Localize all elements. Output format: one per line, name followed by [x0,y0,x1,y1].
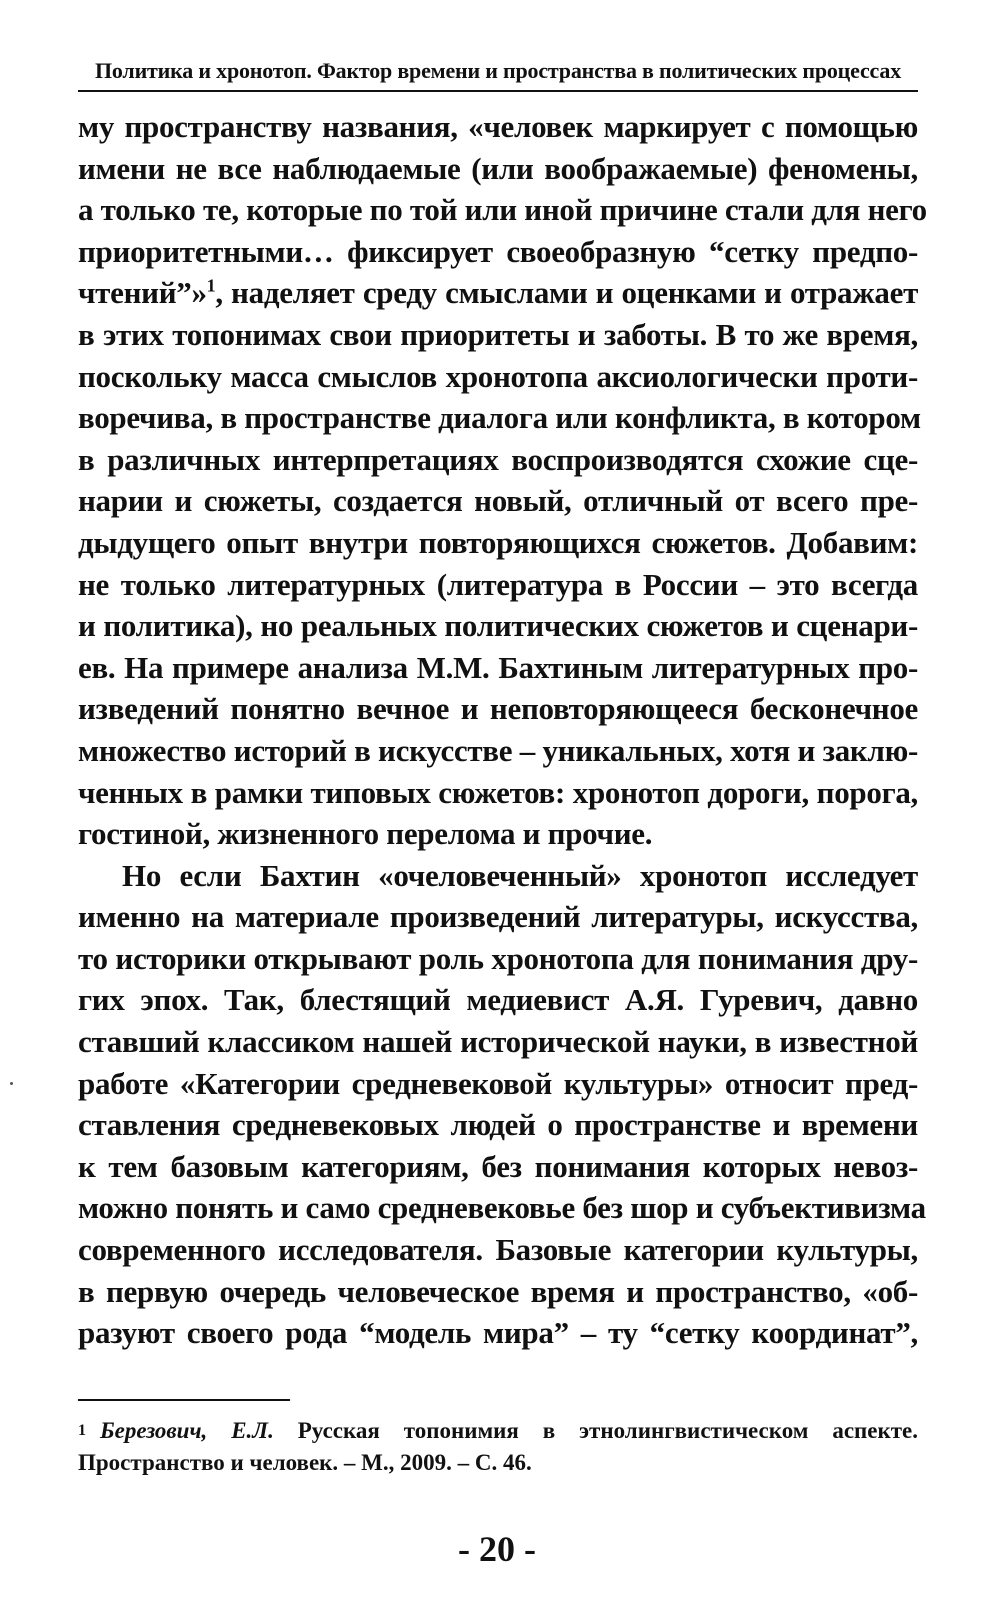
text-line: воречива, в пространстве диалога или конфликта, в котором [78,400,921,436]
text-line: имени не все наблюдаемые (или воображаемые) феномены, [78,150,918,186]
page [78,56,927,1479]
footnote-line [78,1415,918,1447]
text-line: приоритетными… фиксирует своеобразную “сетку предпо- [78,233,918,269]
text-line: а только те, которые по той или иной причине стали для него [78,192,927,228]
footnote-marker: 1 [78,1421,86,1439]
text-fragment: чтений”» [78,275,207,311]
text-line: и политика), но реальных политических сюжетов и сценари- [78,608,918,644]
text-line: не только литературных (литература в России – это всегда [78,566,918,602]
body-text [78,106,927,1354]
text-line: ставший классиком нашей исторической науки, в известной [78,1024,918,1060]
text-line: ев. На примере анализа М.М. Бахтиным литературных про- [78,649,918,685]
footnote-reference: 1 [206,276,216,297]
text-line: современного исследователя. Базовые категории культуры, [78,1232,918,1268]
text-line: гих эпох. Так, блестящий медиевист А.Я. Гуревич, давно [78,982,918,1018]
footnote-title: Русская топонимия в этнолингвистическом аспекте. [273,1417,919,1443]
text-line: именно на материале произведений литературы, искусства, [78,899,918,935]
text-line: множество историй в искусстве – уникальных, хотя и заклю- [78,732,918,768]
footnote-line: Пространство и человек. – М., 2009. – С. 46. [78,1449,532,1475]
text-line: в различных интерпретациях воспроизводятся схожие сце- [78,441,918,477]
paragraph-first-line: Но если Бахтин «очеловеченный» хронотоп исследует [122,857,918,893]
running-header: Политика и хронотоп. Фактор времени и пространства в политических процессах [95,58,901,83]
text-line: то историки открывают роль хронотопа для понимания дру- [78,940,918,976]
header-rule [78,90,918,92]
text-line: изведений понятно вечное и неповторяющееся бесконечное [78,691,918,727]
footnote [78,1415,918,1479]
text-line: поскольку масса смыслов хронотопа аксиологически проти- [78,358,918,394]
text-fragment: , наделяет среду смыслами и оценками и отражает [215,275,918,311]
page-number: - 20 - [458,1529,536,1569]
text-line: дыдущего опыт внутри повторяющихся сюжетов. Добавим: [78,524,918,560]
scan-speck [10,1082,13,1085]
text-line: к тем базовым категориям, без понимания которых невоз- [78,1148,918,1184]
text-line: в первую очередь человеческое время и пространство, «об- [78,1273,918,1309]
footnote-author: Березович, Е.Л. [100,1417,274,1443]
text-line: можно понять и само средневековье без шор и субъективизма [78,1190,926,1226]
text-line: ставления средневековых людей о пространстве и времени [78,1107,918,1143]
footnote-rule [78,1399,290,1401]
text-line: нарии и сюжеты, создается новый, отличный от всего пре- [78,483,918,519]
text-line [78,272,918,314]
text-line: работе «Категории средневековой культуры» относит пред- [78,1065,918,1101]
text-line: ченных в рамки типовых сюжетов: хронотоп дороги, порога, [78,774,918,810]
text-line: разуют своего рода “модель мира” – ту “сетку координат”, [78,1315,918,1351]
text-line: гостиной, жизненного перелома и прочие. [78,816,653,852]
text-line: в этих топонимах свои приоритеты и заботы. В то же время, [78,316,918,352]
text-line: му пространству названия, «человек маркирует с помощью [78,109,918,144]
